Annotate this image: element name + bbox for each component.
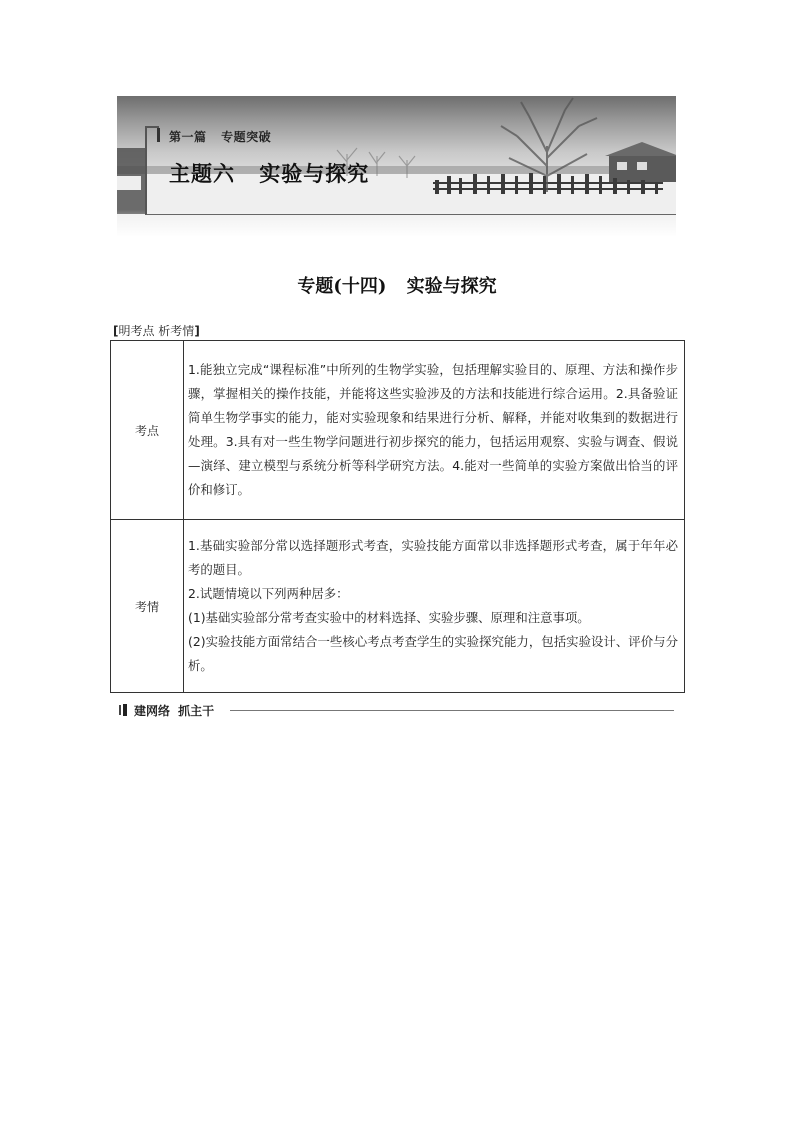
section-header-title: 建网络 抓主干 <box>134 704 215 718</box>
bar-mark-icon <box>157 128 160 142</box>
table-row <box>111 520 685 693</box>
row-label-kaoqing: 考情 <box>111 520 184 693</box>
exam-info-table <box>110 340 685 693</box>
paragraph: 1.基础实验部分常以选择题形式考查，实验技能方面常以非选择题形式考查，属于年年必考的题目。 <box>188 538 678 577</box>
banner-title: 主题六 实验与探究 <box>169 162 370 186</box>
paragraph: (1)基础实验部分常考查实验中的材料选择、实验步骤、原理和注意事项。 <box>188 610 590 625</box>
banner-subtitle: 第一篇 专题突破 <box>169 130 272 144</box>
row-content-kaoqing <box>184 520 685 693</box>
divider-line <box>230 710 674 711</box>
section-tag-text: 明考点 析考情 <box>118 324 195 338</box>
row-content-kaodian <box>184 341 685 520</box>
table-row <box>111 341 685 520</box>
paragraph: (2)实验技能方面常结合一些核心考点考查学生的实验探究能力，包括实验设计、评价与分析。 <box>188 634 678 673</box>
page-title: 专题(十四) 实验与探究 <box>297 276 497 297</box>
chapter-banner <box>117 96 676 236</box>
section-tag-left-bracket: [ <box>113 324 119 338</box>
section-header-network <box>118 702 674 718</box>
section-tag <box>113 322 200 339</box>
bookmark-bar-icon <box>118 704 130 716</box>
section-tag-right-bracket: ] <box>194 324 200 338</box>
row-label-kaodian: 考点 <box>111 341 184 520</box>
paragraph: 2.试题情境以下列两种居多： <box>188 586 349 601</box>
paragraph: 1.能独立完成“课程标准”中所列的生物学实验，包括理解实验目的、原理、方法和操作步骤，掌握相关的操作技能，并能将这些实验涉及的方法和技能进行综合运用。2.具备验证简单生物学事实的能力，能对实验现象和结果进行分析、解释，并能对收集到的数据进行处理。3.具有对一些生物学问题进行初步探究的能力，包括运用观察、实验与调查、假说—演绎、建立模型与系统分析等科学研究方法。4.能对一些简单的实验方案做出恰当的评价和修订。 <box>188 362 678 497</box>
